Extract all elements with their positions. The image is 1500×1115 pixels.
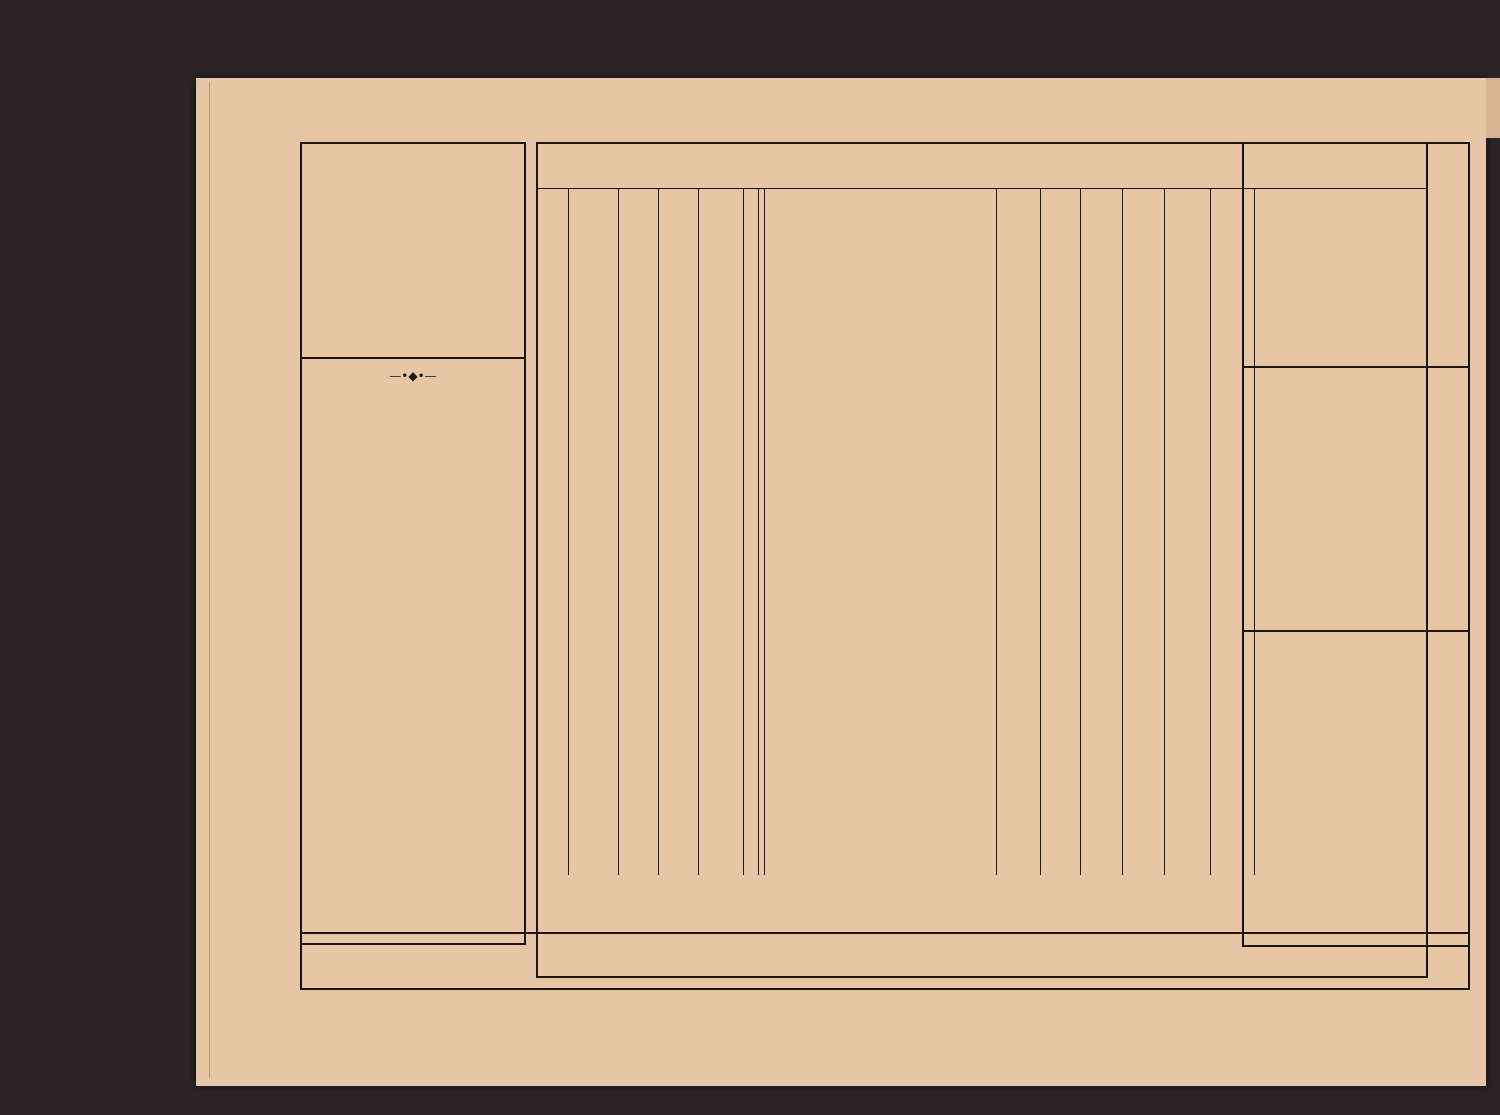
right-ad-column bbox=[1242, 142, 1470, 947]
ad-hotel-romano bbox=[1244, 144, 1468, 368]
victoria-desc bbox=[1244, 380, 1468, 384]
ad-hotel-victoria bbox=[1244, 368, 1468, 632]
bristol-ad-strip bbox=[262, 136, 296, 992]
ad-grand-hotel-milan bbox=[302, 359, 524, 383]
milan-ornament: —•◆•— bbox=[389, 369, 437, 383]
left-ad-column bbox=[300, 142, 526, 945]
timetable-page bbox=[196, 78, 1486, 1086]
bleed-through-text bbox=[316, 996, 1466, 1056]
page-edge bbox=[202, 82, 210, 1078]
ad-miramare bbox=[300, 932, 1470, 990]
page-right-edge bbox=[1486, 78, 1500, 138]
ad-diana bbox=[302, 144, 524, 359]
ad-hotel-des-princes bbox=[1244, 632, 1468, 636]
page-header bbox=[196, 108, 1486, 132]
